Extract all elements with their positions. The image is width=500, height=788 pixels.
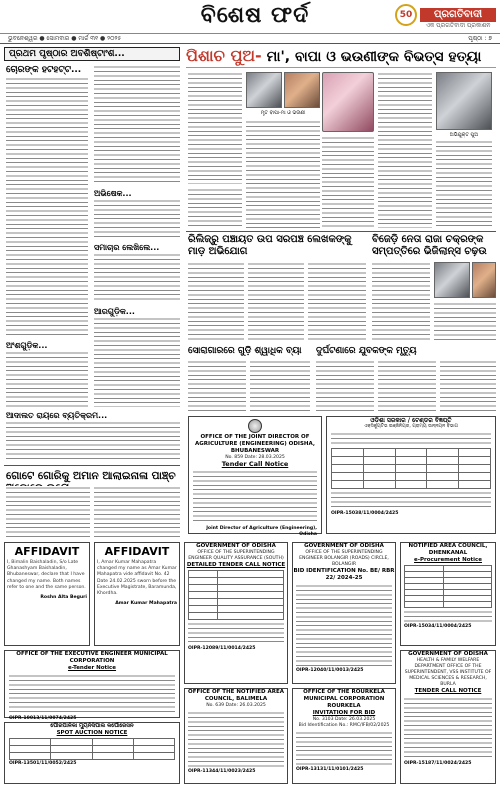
ad-footer: OIPR-11344/11/0023/2425 (188, 769, 256, 774)
main-text-col-4 (378, 72, 432, 228)
left-subhead-3: ସମାଚାର ଲେଖିଲେ... (94, 243, 160, 252)
date-text: ଭୁବନେଶ୍ୱର ● ସୋମବାର ● ମାର୍ଚ୍ଚ ୩୧ ● ୨୦୨୫ (8, 35, 122, 42)
ad-nac-eprocurement (400, 542, 496, 646)
ad-body-text (296, 731, 392, 765)
ad-head: GOVERNMENT OF ODISHA (304, 543, 384, 549)
story4-text-2 (250, 360, 310, 412)
main-headline (186, 46, 496, 68)
left-text-col-2d (94, 317, 180, 407)
ad-head: GOVERNMENT OF ODISHA (196, 543, 276, 549)
ad-nac-balimela (184, 688, 288, 784)
ad-table (331, 448, 491, 489)
accused-photo (436, 72, 492, 130)
ad-bid-id: Bid Identification No.: RMC/IFB/02/2025 (298, 723, 390, 728)
ad-title: BID IDENTIFICATION No. BE/ RBR 22/ 2024-25 (293, 568, 395, 581)
ad-footer: OIPR-15034/11/0004/2425 (404, 624, 472, 629)
ad-body-text (296, 584, 392, 666)
ad-notes (331, 491, 491, 509)
left-subhead-2: ଅଭିଷେକ... (94, 189, 132, 198)
story5-text-2 (378, 360, 436, 412)
main-text-col-5 (436, 140, 492, 228)
story5-text-3 (440, 360, 496, 412)
ad-footer: OIPR-13131/11/0101/2425 (296, 767, 364, 772)
ad-body-text (9, 674, 175, 714)
left-section-box (4, 47, 180, 61)
ad-title: SPOT AUCTION NOTICE (56, 730, 128, 736)
ad-footer: OIPR-12040/11/0013/2425 (296, 668, 364, 673)
victim-photo-sister (322, 72, 374, 132)
story4-text-1 (188, 360, 246, 412)
ad-head: GOVERNMENT OF ODISHA (408, 651, 488, 657)
ad-sub: ଏକ୍ସିକ୍ୟୁଟିଭ ଇଞ୍ଜିନିୟର, ଗ୍ରାମ୍ୟ ଉନ୍ନୟନ ବିଭାଗ (363, 424, 459, 429)
ad-odia-tender (326, 416, 496, 534)
ad-footer: Joint Director of Agriculture (Engineering), Odisha (206, 526, 317, 537)
main-text-col-1 (188, 72, 242, 184)
ad-head: ଓଡ଼ିଶା ସରକାର / ଟେଣ୍ଡର ବିଜ୍ଞପ୍ତି (370, 417, 452, 424)
left-text-col-2a (94, 65, 180, 185)
left-section-head: ପ୍ରଥମ ପୃଷ୍ଠାର ଅବଶିଷ୍ଟାଂଶ... (9, 49, 125, 59)
ad-office: OFFICE OF THE EXECUTIVE ENGINEER MUNICIPAL CORPORATION (16, 651, 168, 664)
ad-affidavit-2 (94, 542, 180, 646)
affidavit-signatory: Roshn Alta Beguri (40, 595, 87, 601)
photo-caption-accused: ଅଭିଯୁକ୍ତ ପୁଅ (449, 132, 479, 138)
ad-ref: No. 859 Date: 28.03.2025 (225, 455, 285, 460)
left-subhead-1: ଚୋରଙ୍କ ହଟହଟ୍ଟ... (6, 65, 82, 75)
ad-ref: No. 639 Date: 26.03.2025 (206, 703, 266, 708)
ad-body-text (188, 711, 284, 767)
ad-office: OFFICE OF THE JOINT DIRECTOR OF AGRICULTURE (ENGINEERING) ODISHA, BHUBANESWAR (195, 434, 315, 454)
left-bottom-text-1 (6, 486, 90, 538)
victim-photo-father (246, 72, 282, 108)
ad-title: Tender Call Notice (221, 460, 289, 468)
left-text-block (6, 421, 180, 461)
divider (4, 465, 180, 466)
left-text-col-2b (94, 199, 180, 239)
ad-office: OFFICE OF THE ROURKELA MUNICIPAL CORPORATION ROURKELA (303, 689, 385, 709)
ad-office: ପୌରପାଳିକା ମ୍ୟୁନିସିପାଲ କର୍ପୋରେସନ (50, 723, 134, 729)
ad-table (9, 738, 175, 760)
main-text-col-1b (188, 188, 242, 228)
story5-headline: ଦୁର୍ଘଟଣାରେ ଯୁବକଙ୍କ ମୃତ୍ୟୁ (316, 346, 417, 356)
story2-text-2 (248, 262, 304, 340)
ad-body-text (404, 610, 492, 622)
ad-footer: OIPR-15187/11/0024/2425 (404, 761, 472, 766)
ad-rourkela-bid (292, 688, 396, 784)
ad-office: OFFICE OF THE SUPERINTENDING ENGINEER BOLANGIR (ROADS) CIRCLE, BOLANGIR (299, 550, 389, 567)
ad-quality-assurance (184, 542, 288, 684)
left-text-col-1b (6, 351, 88, 407)
story3-text-1 (372, 262, 430, 340)
ad-spot-auction (4, 722, 180, 784)
ad-footer: OIPR-13501/11/0052/2425 (9, 761, 77, 766)
affidavit-text: I, Amar Kumar Mahapatra changed my name as Amar Kumar Mahapatra vide affidavit No. 42 Date 24.02.2025 sworn before the Executive Magistrate, Baramunda, Khordha. (97, 560, 177, 597)
affidavit-heading: AFFIDAVIT (104, 545, 170, 558)
ad-table (188, 570, 284, 620)
ad-affidavit-1 (4, 542, 90, 646)
left-bottom-headline: ଗୋଟେ ଗୋରିକୁ ଅମାନ ଆଲାଇନାଳା ପାଞ୍ଚ୍ଚ (6, 470, 176, 482)
newspaper-brand: ପ୍ରଗତିବାଦୀ (420, 8, 496, 22)
ad-office: OFFICE OF THE SUPERINTENDING ENGINEER QUALITY ASSURANCE (SOUTH) (188, 550, 284, 561)
left-subhead-4: ଆରଗୁଡ଼ିକ... (94, 307, 135, 316)
story4-headline: ସୋରାଗାରରେ ଗୁଡ଼ି ଶ୍ୱାଧିକ ବ୍ୟା (188, 346, 302, 356)
section-title: ବିଶେଷ ଫର୍ଦ (200, 2, 310, 28)
photo-caption-victims: ମୃତ ବାପା-ମା ଓ ଭଉଣୀ (260, 110, 306, 116)
ad-footer: OIPR-10013/11/0074/2425 (9, 716, 77, 721)
ad-ref: No. 3103 Date: 26.03.2025 (312, 717, 376, 722)
story3-photo-2 (472, 262, 496, 298)
ad-office: HEALTH & FAMILY WELFARE DEPARTMENT OFFICE OF THE SUPERINTENDENT, VSS INSTITUTE OF MEDICAL SCIENCES & RESEARCH, BURLA (404, 658, 492, 687)
ad-body-text (188, 622, 284, 644)
left-text-col-2c (94, 253, 180, 303)
ad-office: NOTIFIED AREA COUNCIL, DHENKANAL (408, 543, 488, 556)
ad-agri-tender (188, 416, 322, 537)
story2-headline: ରିଲିଜ୍‌ରୁ ପଞ୍ଚାୟତ ଉପ ସରପଞ୍ଚ ଲେଖକଙ୍କୁ ମାଡ଼ ଅଭିଯୋଗ (188, 234, 352, 257)
ad-title: e-Tender Notice (67, 665, 117, 671)
ad-body-text (404, 697, 492, 759)
left-subhead-5: ଅଂଶଗୁଡ଼ିକ... (6, 341, 48, 350)
main-text-col-3 (322, 136, 374, 228)
story2-text-3 (308, 262, 366, 340)
government-emblem-icon (248, 419, 262, 433)
story3-headline: ବିଜେଡ଼ି ନେତା ରାଜା ଚକ୍ରଙ୍କ ସମ୍ପତ୍ତିରେ ଭିଜିଲାନ୍ସ ଚଢ଼ଉ (372, 234, 487, 257)
story3-text-2 (434, 302, 496, 340)
story3-photo-1 (434, 262, 470, 298)
ad-body-text (193, 470, 317, 524)
ad-table (404, 565, 492, 608)
ad-health-tender (400, 650, 496, 784)
ad-title: DETAILED TENDER CALL NOTICE (186, 562, 286, 568)
ad-bolangir-roads (292, 542, 396, 684)
ad-footer: OIPR-15038/11/0004/2425 (331, 511, 399, 516)
main-headline-black: ମା', ବାପା ଓ ଭଉଣୀଙ୍କ ବିଭତ୍ସ ହତ୍ୟା (266, 49, 482, 65)
ad-intro-text (331, 432, 491, 446)
ad-municipal-etender (4, 650, 180, 721)
page-number: ପୃଷ୍ଠା : ୭ (468, 35, 492, 42)
main-headline-red: ପିଶାଚ ପୁଅ- (186, 46, 262, 65)
story5-text-1 (316, 360, 374, 412)
ad-title: INVITATION FOR BID (312, 710, 376, 716)
anniversary-logo-icon: 50 (395, 4, 417, 26)
dateline (0, 34, 500, 44)
brand-tagline: ଏକ ପ୍ରଗତିବାଦୀ ପ୍ରକାଶନ (425, 22, 491, 29)
victim-photo-mother (284, 72, 320, 108)
affidavit-signatory: Amar Kumar Mahapatra (115, 601, 177, 607)
left-subhead-6: ଆଦାଲତ ରାୟରେ ବ୍ୟତିକ୍ରମ... (6, 411, 108, 420)
ad-title: TENDER CALL NOTICE (414, 688, 482, 694)
affidavit-heading: AFFIDAVIT (14, 545, 80, 558)
ad-footer: OIPR-12089/11/0014/2425 (188, 646, 256, 651)
left-text-col-1 (6, 77, 88, 337)
story2-text-1 (188, 262, 244, 340)
divider (186, 231, 496, 232)
left-bottom-text-2 (94, 486, 180, 538)
main-text-col-2 (246, 120, 320, 228)
ad-title: e-Procurement Notice (414, 557, 482, 563)
affidavit-text: I, Bimalin Baishaladin, S/o Late Ghanashyam Baishaladin, Bhubaneswar, declare that I have changed my name. Both names refer to one and the same person. (7, 560, 86, 590)
ad-office: OFFICE OF THE NOTIFIED AREA COUNCIL, BALIMELA (188, 689, 284, 702)
